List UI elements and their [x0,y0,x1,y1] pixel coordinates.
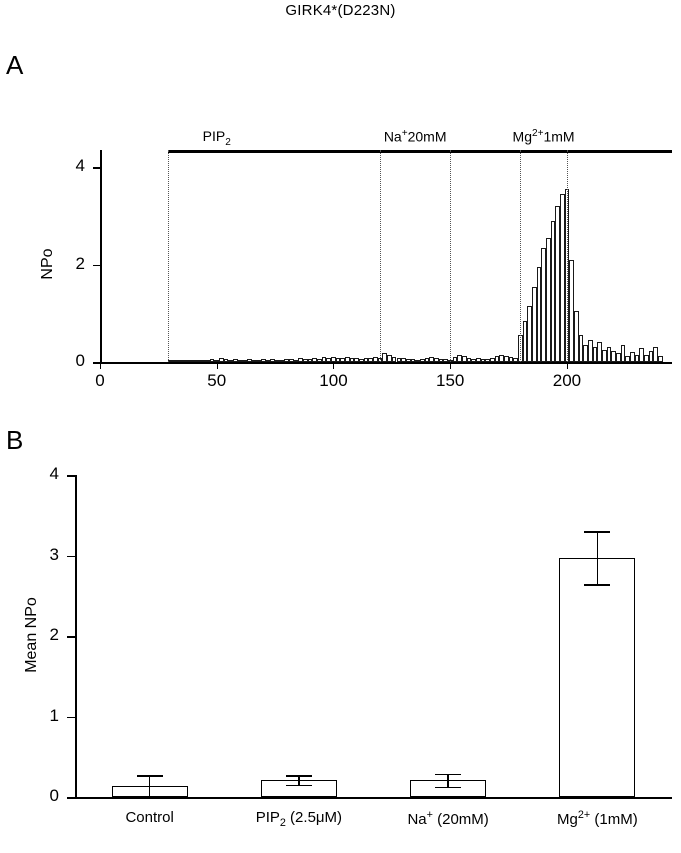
panel-b-y-tick [67,556,76,558]
treatment-boundary-line [520,150,521,362]
error-cap-2-0 [435,774,461,776]
category-label-3: $Mg^{2+}$ (1mM) [557,809,638,828]
treatment-boundary-line [380,150,381,362]
panel-a-y-tick [93,265,101,267]
panel-b-y-tick [67,636,76,638]
panel-b-y-tick-label: 4 [49,464,59,483]
error-cap-0-0 [137,775,163,777]
panel-a-x-tick-label: 100 [319,371,348,390]
error-cap-1-1 [286,785,312,787]
panel-a-x-tick-label: 200 [552,371,582,390]
error-cap-3-0 [584,531,610,533]
panel-a-x-tick-label: 0 [95,371,105,390]
panel-b-plot-area [75,475,672,797]
panel-a-x-tick [567,362,568,369]
panel-b-y-axis-label: Mean NPo [23,597,40,673]
error-cap-0-1 [137,796,163,798]
panel-a-y-axis [100,150,102,362]
treatment-boundary-line [168,150,169,362]
pip2-treatment-label: $PIP_2$ [202,128,231,149]
panel-b-y-tick [67,475,76,477]
figure-title: GIRK4*(D223N) [285,2,396,19]
panel-a-bars [100,148,672,362]
panel-a-x-axis [100,362,672,364]
panel-a-x-tick [217,362,218,369]
panel-a-y-tick-label: 2 [75,253,85,273]
panel-a-x-tick [450,362,451,369]
panel-a-letter: A [6,50,24,80]
mg-treatment-label: $Mg^{2+}1mM$ [512,128,575,146]
panel-a-y-tick-label: 4 [75,156,85,176]
panel-b-x-axis [75,797,672,799]
category-label-2: Na+ (20mM) [407,809,489,828]
error-bar-0 [149,775,151,796]
error-cap-1-0 [286,775,312,777]
panel-b-y-tick-label: 3 [49,544,59,564]
panel-a-y-tick [93,362,101,364]
panel-a-x-tick [333,362,334,369]
category-label-0: Control [125,809,174,826]
error-cap-3-1 [584,584,610,586]
panel-a-y-tick [93,167,101,169]
error-cap-2-1 [435,787,461,789]
error-bar-2 [447,774,449,787]
panel-a [0,60,681,390]
panel-a-x-tick-label: 150 [436,371,465,390]
panel-b-y-tick-label: 1 [49,705,59,725]
error-bar-3 [597,531,599,584]
panel-b-y-tick-label: 0 [49,786,59,805]
panel-b [0,430,681,853]
panel-b-y-tick [67,797,76,799]
treatment-boundary-line [567,150,568,362]
na-treatment-label: Na+20mM [383,128,447,146]
panel-a-y-axis-label: NPo [39,248,56,280]
panel-a-x-tick-label: 50 [207,371,227,390]
panel-a-y-tick-label: 0 [75,351,85,370]
panel-b-y-tick-label: 2 [49,625,59,644]
bar-3 [559,558,635,797]
treatment-boundary-line [450,150,451,362]
panel-a-plot-area [100,148,672,362]
panel-b-letter: B [6,425,24,455]
panel-b-y-tick [67,717,76,719]
category-label-1: $PIP_2$ (2.5μM) [255,809,343,829]
